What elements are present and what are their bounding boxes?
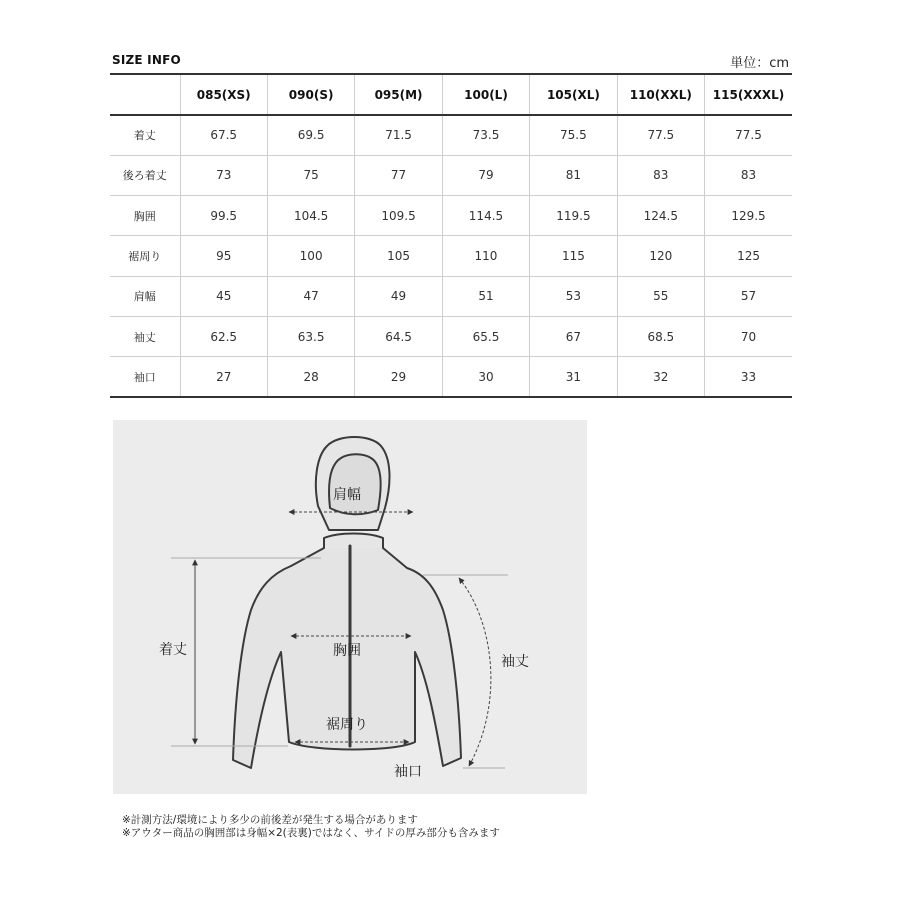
column-header: 095(M) bbox=[355, 74, 442, 115]
table-cell: 67.5 bbox=[180, 115, 267, 155]
table-cell: 73 bbox=[180, 155, 267, 195]
table-cell: 115 bbox=[530, 236, 617, 276]
sleeve-label: 袖丈 bbox=[501, 654, 529, 670]
row-label: 着丈 bbox=[133, 129, 156, 143]
table-cell: 70 bbox=[705, 316, 792, 356]
table-cell: 71.5 bbox=[355, 115, 442, 155]
table-cell: 129.5 bbox=[705, 196, 792, 236]
table-cell: 114.5 bbox=[442, 196, 529, 236]
column-header: 090(S) bbox=[267, 74, 354, 115]
table-cell: 83 bbox=[617, 155, 704, 195]
table-cell: 28 bbox=[267, 357, 354, 397]
table-cell: 109.5 bbox=[355, 196, 442, 236]
table-cell: 33 bbox=[705, 357, 792, 397]
table-row bbox=[110, 155, 792, 195]
row-label: 胸囲 bbox=[110, 196, 180, 236]
cuff-label: 袖口 bbox=[394, 764, 422, 780]
table-cell: 47 bbox=[267, 276, 354, 316]
note-line: ※アウター商品の胸囲部は身幅×2(表裏)ではなく、サイドの厚み部分も含みます bbox=[122, 827, 500, 839]
table-header-row bbox=[110, 74, 792, 115]
table-cell: 75 bbox=[267, 155, 354, 195]
table-cell: 75.5 bbox=[530, 115, 617, 155]
table-cell: 77 bbox=[355, 155, 442, 195]
table-cell: 31 bbox=[530, 357, 617, 397]
table-cell: 51 bbox=[442, 276, 529, 316]
table-cell: 95 bbox=[180, 236, 267, 276]
table-cell: 53 bbox=[530, 276, 617, 316]
table-row bbox=[110, 357, 792, 397]
table-cell: 68.5 bbox=[617, 316, 704, 356]
table-cell: 27 bbox=[180, 357, 267, 397]
row-label: 肩幅 bbox=[110, 276, 180, 316]
table-cell: 77.5 bbox=[617, 115, 704, 155]
table-cell: 100 bbox=[267, 236, 354, 276]
table-cell: 55 bbox=[617, 276, 704, 316]
table-row bbox=[110, 115, 792, 155]
table-cell: 57 bbox=[705, 276, 792, 316]
column-header: 100(L) bbox=[442, 74, 529, 115]
table-cell: 83 bbox=[705, 155, 792, 195]
hem-label: 裾周り bbox=[326, 717, 368, 733]
table-cell: 67 bbox=[530, 316, 617, 356]
column-header: 105(XL) bbox=[530, 74, 617, 115]
size-info-title: SIZE INFO bbox=[112, 53, 181, 67]
row-label: 後ろ着丈 bbox=[110, 155, 180, 195]
table-row bbox=[110, 276, 792, 316]
table-cell: 69.5 bbox=[267, 115, 354, 155]
table-cell: 63.5 bbox=[267, 316, 354, 356]
unit-label: 単位：cm bbox=[730, 56, 789, 71]
table-cell: 49 bbox=[355, 276, 442, 316]
table-cell: 73.5 bbox=[442, 115, 529, 155]
shoulder-label: 肩幅 bbox=[333, 487, 361, 503]
sleeve-measure bbox=[459, 578, 491, 766]
table-cell: 79 bbox=[442, 155, 529, 195]
row-label: 裾周り bbox=[110, 236, 180, 276]
column-header: 110(XXL) bbox=[617, 74, 704, 115]
column-header: 115(XXXL) bbox=[705, 74, 792, 115]
table-cell: 64.5 bbox=[355, 316, 442, 356]
table-cell: 65.5 bbox=[442, 316, 529, 356]
table-cell: 32 bbox=[617, 357, 704, 397]
table-cell: 29 bbox=[355, 357, 442, 397]
row-label: 袖丈 bbox=[110, 316, 180, 356]
table-row bbox=[110, 196, 792, 236]
table-cell: 125 bbox=[705, 236, 792, 276]
table-cell: 104.5 bbox=[267, 196, 354, 236]
table-row bbox=[110, 236, 792, 276]
table-cell: 105 bbox=[355, 236, 442, 276]
table-cell: 45 bbox=[180, 276, 267, 316]
jacket-illustration bbox=[113, 420, 587, 794]
table-cell: 99.5 bbox=[180, 196, 267, 236]
length-label: 着丈 bbox=[159, 642, 187, 658]
table-cell: 77.5 bbox=[705, 115, 792, 155]
table-cell: 119.5 bbox=[530, 196, 617, 236]
table-cell: 30 bbox=[442, 357, 529, 397]
table-row bbox=[110, 316, 792, 356]
note-line: ※計測方法/環境により多少の前後差が発生する場合があります bbox=[122, 814, 418, 826]
chest-label: 胸囲 bbox=[333, 643, 361, 659]
table-cell: 120 bbox=[617, 236, 704, 276]
row-label: 袖口 bbox=[110, 357, 180, 397]
table-cell: 124.5 bbox=[617, 196, 704, 236]
table-cell: 110 bbox=[442, 236, 529, 276]
column-header bbox=[110, 74, 180, 115]
column-header: 085(XS) bbox=[180, 74, 267, 115]
table-cell: 62.5 bbox=[180, 316, 267, 356]
table-cell: 81 bbox=[530, 155, 617, 195]
size-table bbox=[110, 73, 792, 398]
measurement-diagram bbox=[113, 420, 587, 794]
